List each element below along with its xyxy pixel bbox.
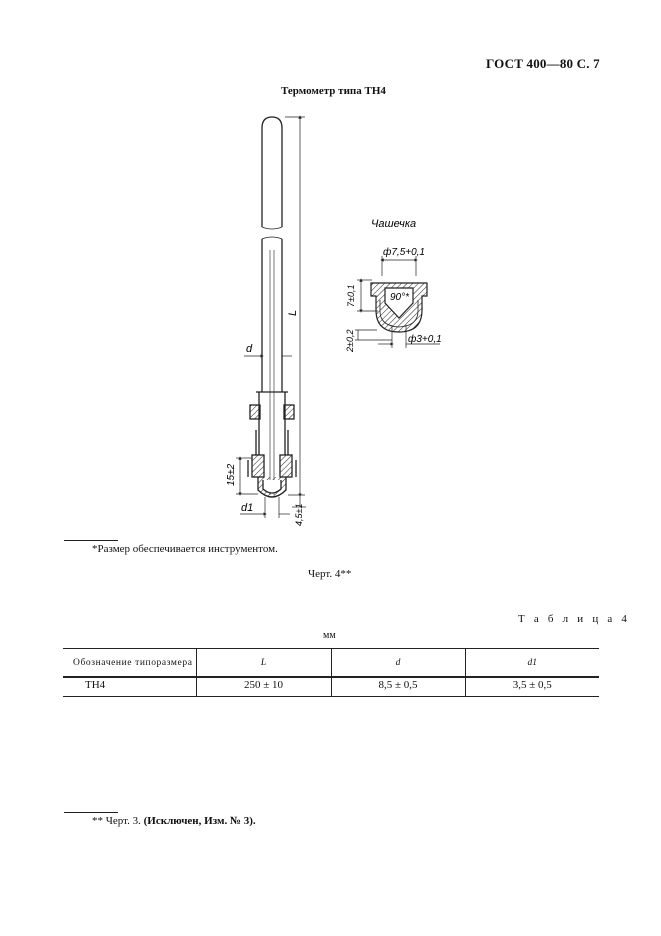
dim-label-d: d — [246, 343, 253, 355]
header-L: L — [196, 649, 331, 678]
footnote-rule — [64, 540, 118, 541]
cell-L: 250 ± 10 — [196, 677, 331, 697]
table-header-row — [63, 649, 599, 678]
dim-label-4-5: 4,5±1 — [294, 503, 304, 526]
figure-caption: Черт. 4** — [308, 568, 352, 580]
dim-label-d1: d1 — [241, 502, 254, 514]
table-row — [63, 677, 599, 697]
table-label: Т а б л и ц а 4 — [518, 613, 631, 625]
dim-label-L: L — [287, 309, 299, 316]
cup-label-d75: ф7,5+0,1 — [383, 247, 425, 258]
cell-d1: 3,5 ± 0,5 — [465, 677, 599, 697]
footnote-2-prefix: ** Черт. 3. — [92, 815, 144, 827]
table-unit: мм — [323, 630, 336, 641]
cell-designation: ТН4 — [63, 677, 196, 697]
cup-label-2: 2±0,2 — [345, 329, 355, 352]
cup-label-angle: 90°* — [390, 292, 410, 303]
thermometer-body — [248, 117, 296, 497]
page-header: ГОСТ 400—80 С. 7 — [486, 56, 600, 71]
footnote-2-bold: (Исключен, Изм. № 3). — [143, 815, 256, 827]
cell-d: 8,5 ± 0,5 — [331, 677, 465, 697]
footnote-2 — [92, 815, 256, 827]
spec-table — [63, 648, 599, 697]
dim-label-15: 15±2 — [226, 463, 237, 486]
footnote-1: *Размер обеспечивается инструментом. — [92, 543, 278, 555]
cup-title: Чашечка — [371, 218, 417, 230]
header-d1: d1 — [465, 649, 599, 678]
footnote-rule-2 — [64, 812, 118, 813]
cup-label-d3: ф3+0,1 — [408, 334, 442, 345]
header-d: d — [331, 649, 465, 678]
header-designation: Обозначение типоразмера — [63, 649, 196, 678]
cup-label-7: 7±0,1 — [346, 284, 356, 307]
figure-title: Термометр типа ТН4 — [281, 85, 386, 97]
